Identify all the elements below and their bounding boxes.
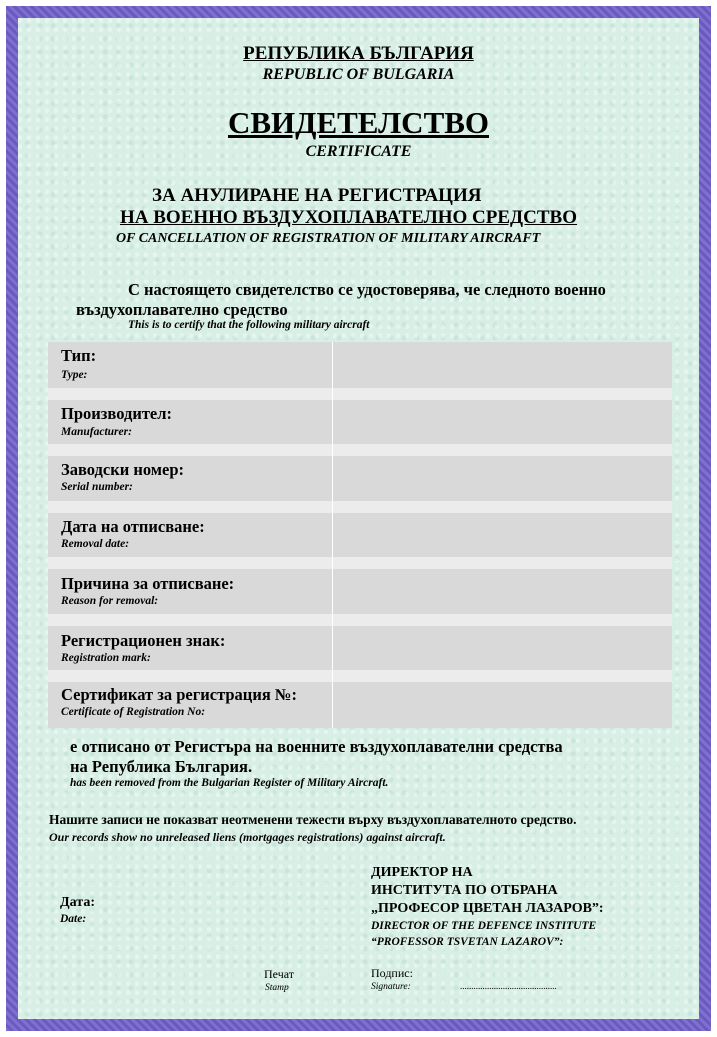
country-title-en: REPUBLIC OF BULGARIA — [262, 66, 455, 83]
intro-bg-line2: въздухоплавателно средство — [76, 300, 288, 319]
field-row-type — [48, 342, 672, 388]
field-label-bg: Дата на отписване: — [61, 517, 205, 536]
director-en-line2: “PROFESSOR TSVETAN LAZAROV”: — [371, 936, 564, 948]
director-bg-line3: „ПРОФЕСОР ЦВЕТАН ЛАЗАРОВ”: — [371, 901, 604, 916]
row-separator — [48, 388, 672, 400]
certificate-title-en: CERTIFICATE — [305, 143, 412, 160]
field-label-bg: Причина за отписване: — [61, 574, 235, 593]
row-separator — [48, 670, 672, 682]
certificate-title-bg: СВИДЕТЕЛСТВО — [227, 105, 490, 140]
intro-bg-line1: С настоящето свидетелство се удостоверява, че следното военно — [128, 280, 606, 299]
director-bg-line1: ДИРЕКТОР НА — [371, 865, 473, 880]
row-separator — [48, 614, 672, 626]
intro-en: This is to certify that the following military aircraft — [128, 319, 370, 331]
field-label-en: Certificate of Registration No: — [61, 706, 206, 718]
field-label-bg: Производител: — [61, 404, 173, 423]
subtitle-bg-line2: НА ВОЕННО ВЪЗДУХОПЛАВАТЕЛНО СРЕДСТВО — [120, 207, 577, 228]
removed-bg-line2: на Република България. — [70, 757, 253, 776]
signature-line[interactable]: ........................................... — [460, 981, 557, 991]
field-label-en: Serial number: — [61, 481, 133, 493]
removed-en: has been removed from the Bulgarian Register of Military Aircraft. — [70, 777, 389, 789]
removed-bg-line1: е отписано от Регистъра на военните въздухоплавателни средства — [70, 737, 563, 756]
row-separator — [48, 557, 672, 569]
subtitle-bg-line1: ЗА АНУЛИРАНЕ НА РЕГИСТРАЦИЯ — [152, 185, 482, 206]
row-separator — [48, 444, 672, 456]
field-label-bg: Сертификат за регистрация №: — [61, 685, 297, 704]
field-label-bg: Тип: — [61, 346, 97, 365]
field-label-en: Manufacturer: — [61, 426, 132, 438]
signature-label-en: Signature: — [371, 982, 411, 992]
country-title-bg: РЕПУБЛИКА БЪЛГАРИЯ — [243, 43, 474, 64]
field-label-en: Type: — [61, 369, 88, 381]
liens-en: Our records show no unreleased liens (mortgages registrations) against aircraft. — [49, 830, 446, 844]
stamp-label-bg: Печат — [264, 967, 294, 981]
stamp-label-en: Stamp — [265, 983, 289, 993]
signature-label-bg: Подпис: — [371, 966, 413, 980]
row-separator — [48, 501, 672, 513]
subtitle-en: OF CANCELLATION OF REGISTRATION OF MILITARY AIRCRAFT — [116, 231, 541, 246]
field-label-en: Registration mark: — [61, 652, 151, 664]
director-en-line1: DIRECTOR OF THE DEFENCE INSTITUTE — [371, 920, 597, 932]
column-divider — [332, 342, 333, 728]
date-label-bg: Дата: — [60, 895, 95, 910]
director-bg-line2: ИНСТИТУТА ПО ОТБРАНА — [371, 883, 558, 898]
date-label-en: Date: — [60, 913, 87, 925]
field-label-en: Reason for removal: — [61, 595, 159, 607]
field-label-bg: Заводски номер: — [61, 460, 185, 479]
field-label-bg: Регистрационен знак: — [61, 631, 226, 650]
field-label-en: Removal date: — [61, 538, 130, 550]
liens-bg: Нашите записи не показват неотменени тежести върху въздухоплавателното средство. — [49, 812, 577, 827]
